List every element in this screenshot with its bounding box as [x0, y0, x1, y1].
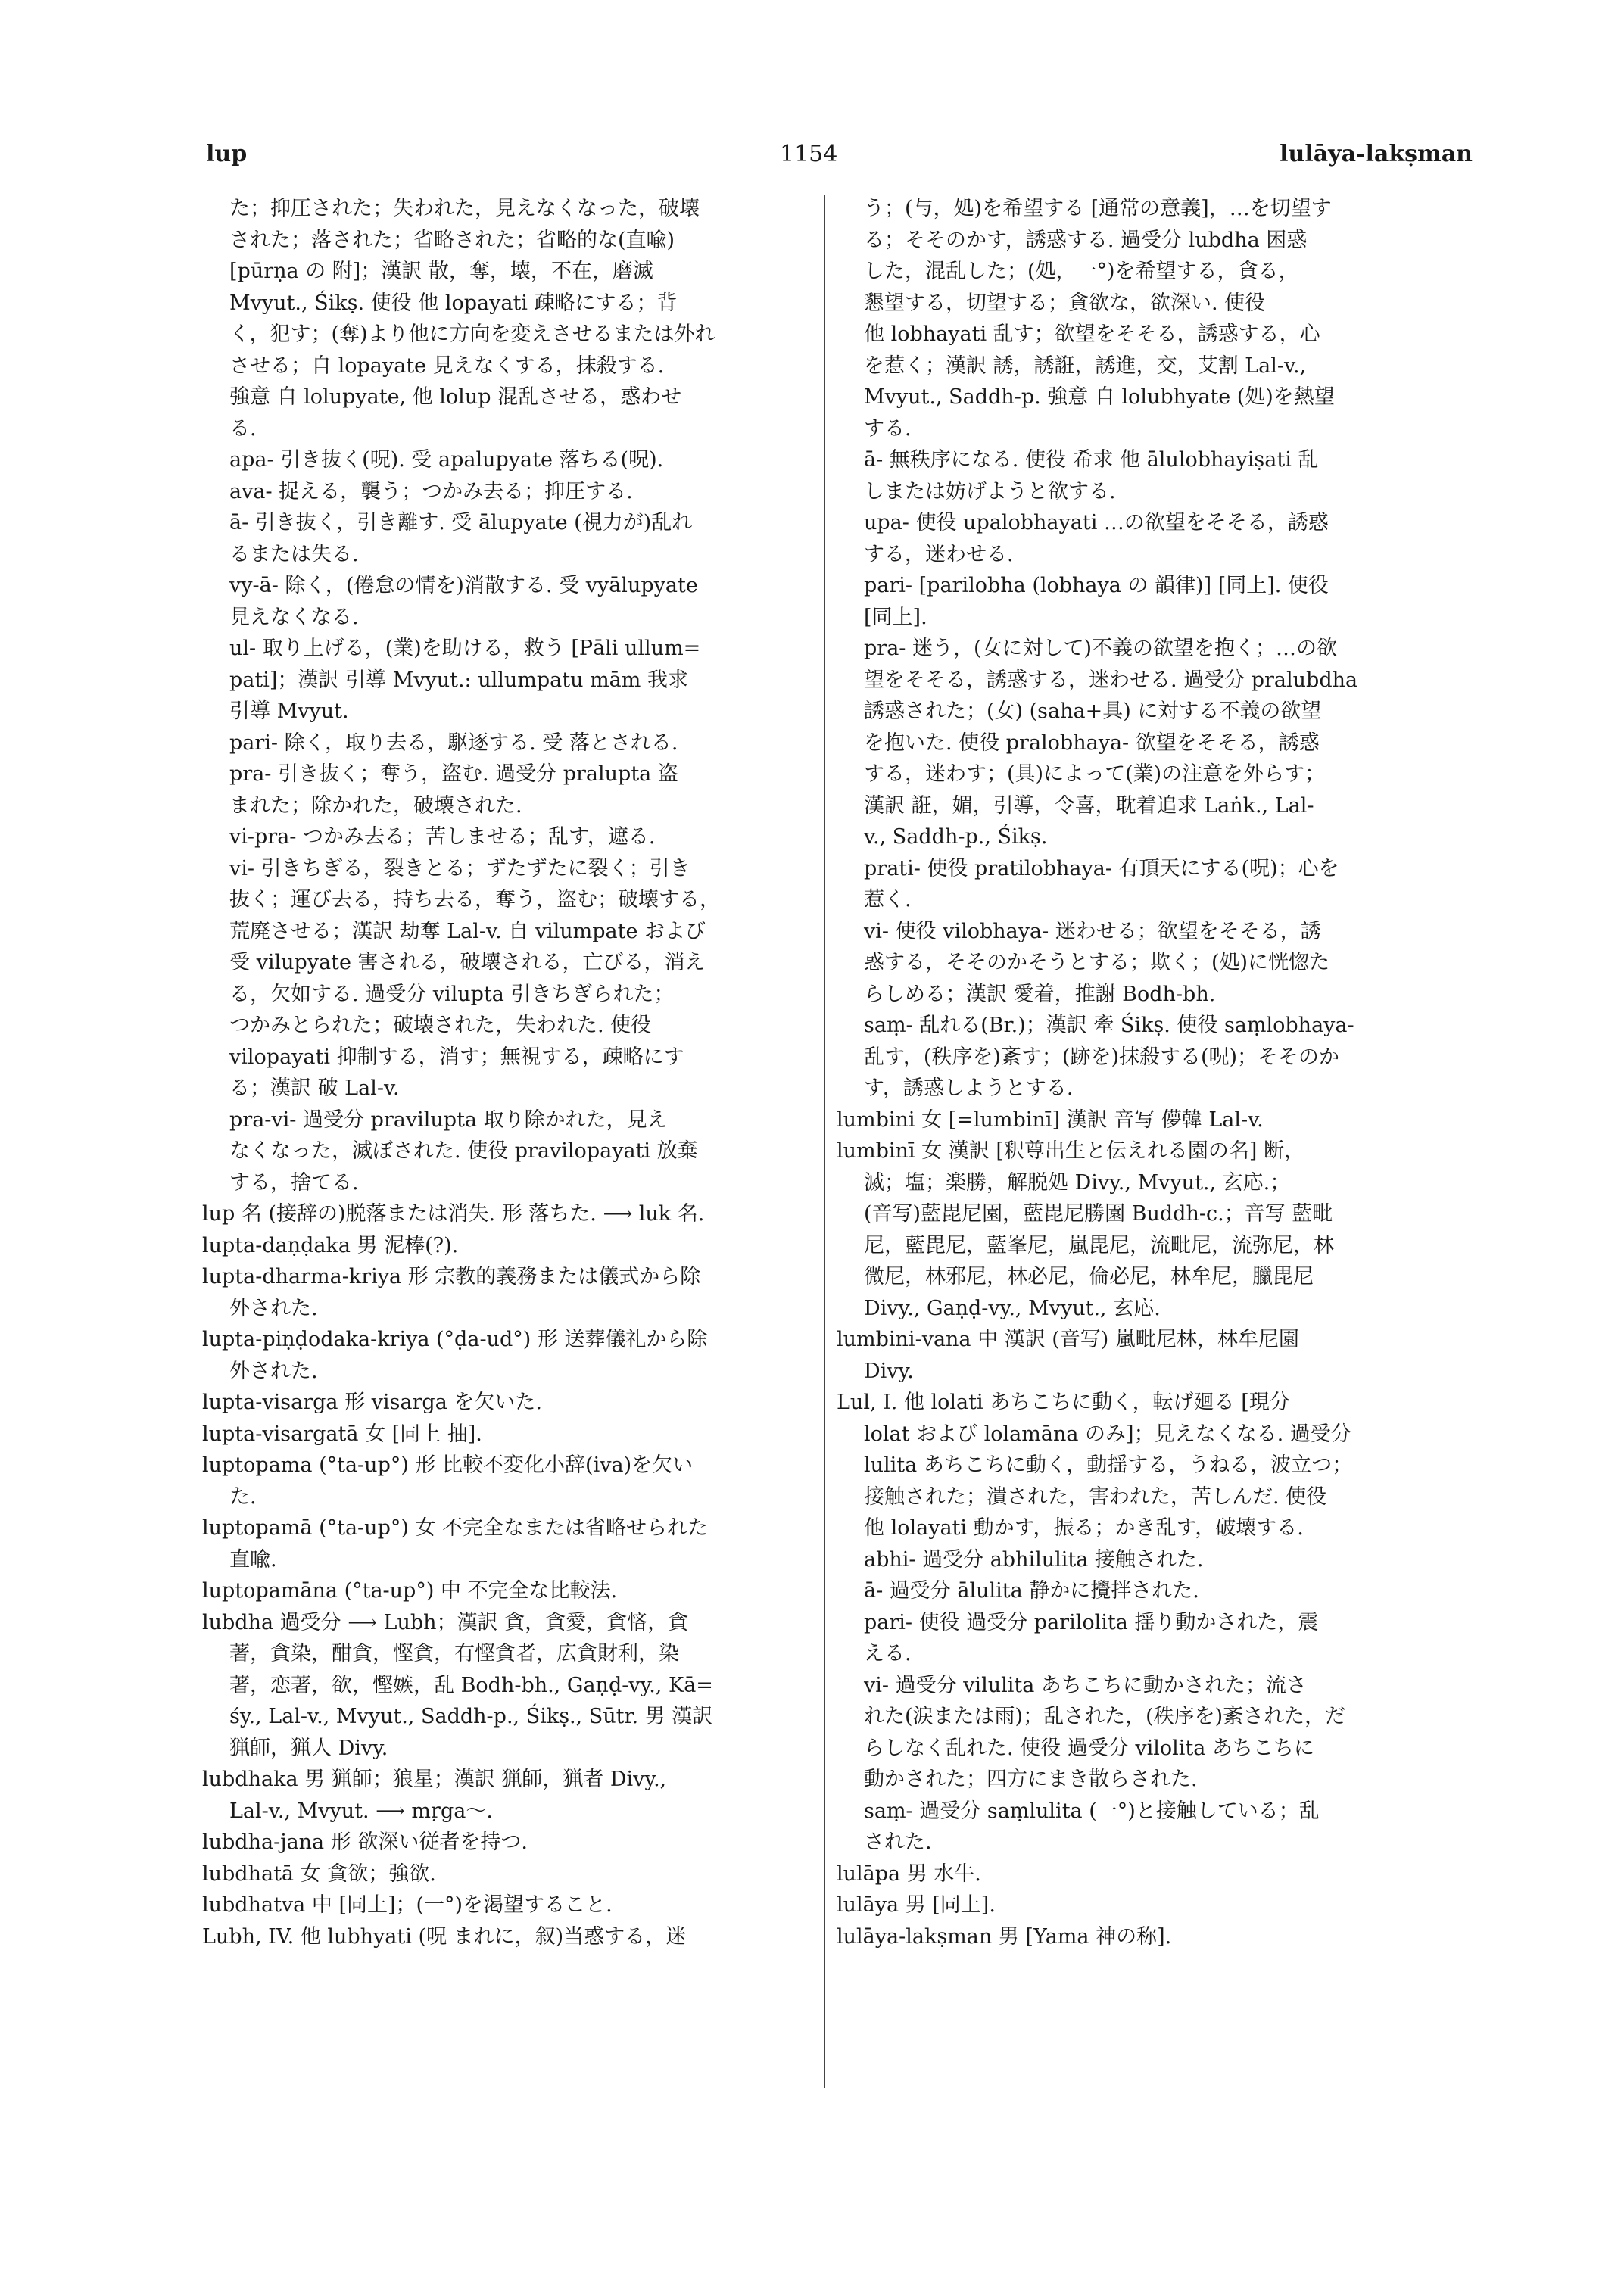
entry-line: ā- 無秩序になる. 使役 希求 他 ālulobhayiṣati 乱 — [864, 448, 1319, 472]
entry-line: された. — [864, 1830, 932, 1854]
entry-line: 惑する，そそのかそうとする；欺く；(処)に恍惚た — [864, 951, 1330, 974]
entry-line: Mvyut., Saddh-p. 強意 自 lolubhyate (処)を熱望 — [864, 385, 1335, 409]
entry-line: ul- 取り上げる，(業)を助ける，救う [Pāli ullum= — [229, 637, 701, 660]
entry-line: upa- 使役 upalobhayati …の欲望をそそる，誘惑 — [864, 511, 1329, 534]
entry-line: vy-ā- 除く，(倦怠の情を)消散する. 受 vyālupyate — [229, 574, 698, 597]
entry-line: 抜く；運び去る，持ち去る，奪う，盗む；破壊する， — [229, 888, 720, 911]
entry-line: 直喩. — [229, 1547, 277, 1572]
entry-line: lulāpa 男 水牛. — [837, 1862, 981, 1886]
entry-line: す，誘惑しようとする. — [864, 1076, 1074, 1100]
entry-line: 尼，藍毘尼，藍峯尼，嵐毘尼，流毗尼，流弥尼，林 — [864, 1233, 1334, 1257]
entry-line: るまたは失る. — [229, 542, 359, 566]
entry-line: pra- 引き抜く；奪う，盗む. 過受分 pralupta 盗 — [229, 762, 678, 786]
entry-line: prati- 使役 pratilobhaya- 有頂天にする(呪)；心を — [864, 856, 1339, 880]
entry-line: vi- 使役 vilobhaya- 迷わせる；欲望をそそる，誘 — [864, 919, 1321, 943]
entry-line: [同上]. — [864, 605, 927, 629]
entry-line: う；(与，処)を希望する [通常の意義]，…を切望す — [864, 197, 1332, 220]
entry-line: luptopamā (°ta-up°) 女 不完全なまたは省略せられた — [202, 1516, 709, 1540]
entry-line: しまたは妨げようと欲する. — [864, 479, 1116, 503]
entry-line: pari- 使役 過受分 parilolita 揺り動かされた，震 — [864, 1610, 1319, 1634]
entry-line: ā- 引き抜く，引き離す. 受 ālupyate (視力が)乱れ — [229, 511, 693, 534]
entry-line: lupta-daṇḍaka 男 泥棒(?). — [202, 1233, 459, 1257]
entry-line: 著，恋著，欲，慳嫉，乱 Bodh-bh., Gaṇḍ-vy., Kā= — [229, 1673, 713, 1697]
entry-line: 望をそそる，誘惑する，迷わせる. 過受分 pralubdha — [864, 668, 1358, 692]
entry-line: apa- 引き抜く(呪). 受 apalupyate 落ちる(呪). — [229, 448, 664, 472]
entry-line: abhi- 過受分 abhilulita 接触された. — [864, 1547, 1204, 1572]
entry-line: Lal-v., Mvyut. ⟶ mṛga～. — [229, 1799, 493, 1823]
entry-line: する. — [864, 416, 912, 441]
entry-line: 荒廃させる；漢訳 劫奪 Lal-v. 自 vilumpate および — [229, 919, 706, 943]
entry-line: vi-pra- つかみ去る；苦しませる；乱す，遮る. — [229, 825, 656, 849]
entry-line: 受 vilupyate 害される，破壊される，亡びる，消え — [229, 951, 706, 974]
entry-line: Divy. — [864, 1359, 914, 1383]
entry-line: する，捨てる. — [229, 1170, 359, 1195]
entry-line: れた(涙または雨)；乱された，(秩序を)紊された，だ — [864, 1705, 1346, 1728]
entry-line: lumbini 女 [=lumbinī] 漢訳 音写 儚韓 Lal-v. — [837, 1108, 1264, 1132]
entry-line: Mvyut., Śikṣ. 使役 他 lopayati 疎略にする；背 — [229, 291, 678, 315]
entry-line: させる；自 lopayate 見えなくする，抹殺する. — [229, 354, 665, 378]
entry-line: まれた；除かれた，破壊された. — [229, 793, 522, 818]
entry-line: lulāya 男 [同上]. — [837, 1893, 996, 1917]
entry-line: luptopamāna (°ta-up°) 中 不完全な比較法. — [202, 1579, 618, 1603]
entry-line: lumbini-vana 中 漢訳 (音写) 嵐毗尼林，林牟尼園 — [837, 1328, 1299, 1351]
entry-line: lubdhaka 男 猟師；狼星；漢訳 猟師，猟者 Divy., — [202, 1768, 667, 1791]
entry-line: 惹く. — [864, 888, 912, 911]
entry-line: なくなった，滅ぼされた. 使役 pravilopayati 放棄 — [229, 1139, 698, 1163]
entry-line: を惹く；漢訳 誘，誘誑，誘進，交，艾割 Lal-v., — [864, 354, 1307, 378]
entry-line: 外された. — [229, 1296, 318, 1320]
entry-line: pari- 除く，取り去る，駆逐する. 受 落とされる. — [229, 731, 678, 755]
entry-line: lumbinī 女 漢訳 [釈尊出生と伝えれる園の名] 断， — [837, 1139, 1304, 1163]
entry-line: る. — [229, 416, 257, 441]
right-column — [837, 193, 1442, 1952]
entry-line: lubdha 過受分 ⟶ Lubh；漢訳 貪，貪愛，貪悋，貪 — [202, 1610, 689, 1634]
entry-line: 接触された；潰された，害われた，苦しんだ. 使役 — [864, 1485, 1327, 1509]
entry-line: lulita あちこちに動く，動揺する，うねる，波立つ； — [864, 1453, 1353, 1477]
entry-line: saṃ- 過受分 saṃlulita (一°)と接触している；乱 — [864, 1799, 1320, 1823]
entry-line: える. — [864, 1642, 912, 1665]
entry-line: 他 lolayati 動かす，振る；かき乱す，破壊する. — [864, 1516, 1304, 1540]
entry-line: らしめる；漢訳 愛着，推謝 Bodh-bh. — [864, 982, 1216, 1006]
running-head-left: lup — [206, 141, 248, 167]
entry-line: 懇望する，切望する；貪欲な，欲深い. 使役 — [864, 291, 1266, 315]
entry-line: Lubh, IV. 他 lubhyati (呪 まれに，叙)当惑する，迷 — [202, 1924, 687, 1949]
entry-line: ā- 過受分 ālulita 静かに攪拌された. — [864, 1579, 1199, 1603]
entry-line: 外された. — [229, 1359, 318, 1383]
entry-line: した，混乱した；(処，一°)を希望する，貪る， — [864, 260, 1299, 283]
page-number: 1154 — [780, 141, 838, 167]
entry-line: [pūrṇa の 附]；漢訳 散，奪，壊，不在，磨滅 — [229, 260, 653, 283]
entry-line: lubdhatā 女 貪欲；強欲. — [202, 1862, 436, 1886]
entry-line: 猟師，猟人 Divy. — [229, 1736, 388, 1760]
entry-line: lupta-visargatā 女 [同上 抽]. — [202, 1422, 482, 1446]
entry-line: lupta-piṇḍodaka-kriya (°ḍa-ud°) 形 送葬儀礼から除 — [202, 1328, 708, 1351]
entry-line: 滅；塩；楽勝，解脱処 Divy., Mvyut., 玄応.； — [864, 1170, 1291, 1195]
entry-line: lup 名 (接辞の)脱落または消失. 形 落ちた. ⟶ luk 名. — [202, 1202, 705, 1226]
entry-line: (音写)藍毘尼園，藍毘尼勝園 Buddh-c.；音写 藍毗 — [864, 1202, 1333, 1226]
entry-line: Lul, I. 他 lolati あちこちに動く，転げ廻る [現分 — [837, 1391, 1290, 1414]
entry-line: lubdha-jana 形 欲深い従者を持つ. — [202, 1830, 528, 1854]
entry-line: ava- 捉える，襲う；つかみ去る；抑圧する. — [229, 479, 633, 503]
entry-line: 動かされた；四方にまき散らされた. — [864, 1768, 1198, 1791]
entry-line: る；漢訳 破 Lal-v. — [229, 1076, 400, 1100]
entry-line: pari- [parilobha (lobhaya の 韻律)] [同上]. 使役 — [864, 574, 1329, 597]
entry-line: された；落された；省略された；省略的な(直喩) — [229, 228, 675, 252]
entry-line: saṃ- 乱れる(Br.)；漢訳 牽 Śikṣ. 使役 saṃlobhaya- — [864, 1014, 1354, 1037]
entry-line: lubdhatva 中 [同上]；(一°)を渇望すること. — [202, 1893, 613, 1917]
entry-line: śy., Lal-v., Mvyut., Saddh-p., Śikṣ., Sūtr. 男 漢訳 — [229, 1705, 713, 1728]
entry-line: る，欠如する. 過受分 vilupta 引きちぎられた； — [229, 982, 675, 1006]
entry-line: る；そそのかす，誘惑する. 過受分 lubdha 困惑 — [864, 228, 1308, 252]
entry-line: 引導 Mvyut. — [229, 699, 349, 723]
entry-line: lolat および lolamāna のみ]；見えなくなる. 過受分 — [864, 1422, 1351, 1446]
entry-line: する，迷わせる. — [864, 542, 1014, 566]
column-divider — [824, 195, 825, 2088]
entry-line: た. — [229, 1485, 257, 1509]
entry-line: lupta-visarga 形 visarga を欠いた. — [202, 1391, 542, 1414]
entry-line: pati]；漢訳 引導 Mvyut.: ullumpatu mām 我求 — [229, 668, 688, 692]
entry-line: 著，貪染，酣貪，慳貪，有慳貪者，広貪財利，染 — [229, 1642, 679, 1665]
entry-line: pra-vi- 過受分 pravilupta 取り除かれた，見え — [229, 1108, 668, 1132]
entry-line: つかみとられた；破壊された，失われた. 使役 — [229, 1014, 652, 1037]
entry-line: lupta-dharma-kriya 形 宗教的義務または儀式から除 — [202, 1265, 701, 1288]
entry-line: 乱す，(秩序を)紊す；(跡を)抹殺する(呪)；そそのか — [864, 1045, 1340, 1069]
entry-line: vilopayati 抑制する，消す；無視する，疎略にす — [229, 1045, 684, 1069]
entry-line: 漢訳 誑，媚，引導，令喜，耽着追求 Laṅk., Lal- — [864, 793, 1314, 818]
entry-line: た；抑圧された；失われた，見えなくなった，破壊 — [229, 197, 700, 220]
entry-line: pra- 迷う，(女に対して)不義の欲望を抱く；…の欲 — [864, 637, 1338, 660]
entry-line: 他 lobhayati 乱す；欲望をそそる，誘惑する，心 — [864, 322, 1320, 346]
running-head-right: lulāya-lakṣman — [1280, 141, 1473, 167]
entry-line: lulāya-lakṣman 男 [Yama 神の称]. — [837, 1924, 1172, 1949]
entry-line: らしなく乱れた. 使役 過受分 vilolita あちこちに — [864, 1736, 1314, 1760]
entry-line: vi- 過受分 vilulita あちこちに動かされた；流さ — [864, 1673, 1307, 1697]
entry-line: 見えなくなる. — [229, 605, 359, 629]
entry-line: を抱いた. 使役 pralobhaya- 欲望をそそる，誘惑 — [864, 731, 1320, 755]
left-column — [202, 193, 814, 1952]
entry-line: く，犯す；(奪)より他に方向を変えさせるまたは外れ — [229, 322, 715, 346]
entry-line: 強意 自 lolupyate, 他 lolup 混乱させる，惑わせ — [229, 385, 682, 409]
entry-line: v., Saddh-p., Śikṣ. — [864, 825, 1048, 849]
entry-line: Divy., Gaṇḍ-vy., Mvyut., 玄応. — [864, 1296, 1161, 1320]
entry-line: 誘惑された；(女) (saha+具) に対する不義の欲望 — [864, 699, 1322, 723]
entry-line: する，迷わす；(具)によって(業)の注意を外らす； — [864, 762, 1326, 786]
entry-line: luptopama (°ta-up°) 形 比較不変化小辞(iva)を欠い — [202, 1453, 694, 1477]
entry-line: vi- 引きちぎる，裂きとる；ずたずたに裂く；引き — [229, 856, 690, 880]
entry-line: 微尼，林邪尼，林必尼，倫必尼，林牟尼，臘毘尼 — [864, 1265, 1314, 1288]
